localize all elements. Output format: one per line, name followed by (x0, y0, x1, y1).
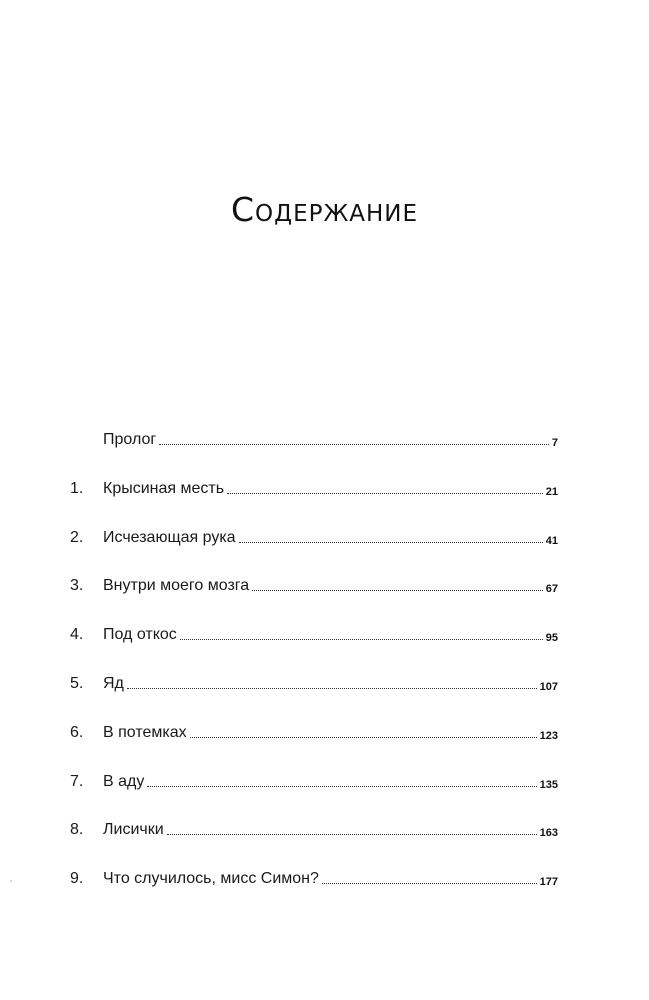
toc-entry-title: Под откос (103, 626, 177, 644)
dot-leader (239, 528, 543, 543)
toc-entry-page: 123 (539, 729, 558, 742)
toc-entry-page: 41 (545, 534, 558, 547)
toc-entry-page: 107 (539, 680, 558, 693)
toc-entry-9 (70, 869, 558, 918)
toc-entry-1 (70, 479, 558, 528)
toc-entry-number: 8. (70, 821, 84, 839)
toc-entry-number: 3. (70, 577, 84, 595)
dot-leader (167, 820, 537, 835)
toc-entry-title: Внутри моего мозга (103, 577, 250, 595)
toc-entry-page: 135 (539, 778, 558, 791)
toc-entry-3 (70, 576, 558, 625)
toc-entry-number: 4. (70, 626, 84, 644)
dot-leader (227, 479, 543, 494)
toc-entry-7 (70, 772, 558, 821)
toc-entry-page: 67 (545, 583, 558, 596)
dot-leader (252, 576, 543, 591)
toc-entry-number: 2. (70, 528, 84, 546)
dot-leader (180, 625, 543, 640)
toc-entry-number: 1. (70, 479, 84, 497)
toc-entry-8 (70, 820, 558, 869)
toc-entry-6 (70, 723, 558, 772)
toc-entry-2 (70, 528, 558, 577)
dot-leader (190, 723, 537, 738)
toc-entry-page: 7 (551, 437, 558, 449)
toc-entry-title: Пролог (103, 431, 157, 448)
toc-entry-title: Исчезающая рука (103, 528, 236, 546)
toc-entry-number: 9. (70, 870, 84, 888)
toc-entry-5 (70, 674, 558, 723)
toc-entry-title: В потемках (103, 723, 187, 741)
toc-entry-4 (70, 625, 558, 674)
dot-leader (127, 674, 537, 689)
table-of-contents (70, 430, 558, 918)
toc-entry-title: Что случилось, мисс Симон? (103, 870, 319, 888)
toc-entry-title: Крысиная месть (103, 479, 225, 497)
dot-leader (159, 430, 549, 445)
dot-leader (147, 772, 536, 787)
toc-entry-page: 177 (539, 876, 558, 889)
dot-leader (322, 869, 537, 884)
page-title: Содержание (230, 190, 419, 229)
toc-entry-title: Яд (103, 674, 124, 692)
toc-entry-page: 21 (545, 485, 558, 498)
toc-entry-page: 163 (539, 827, 558, 840)
toc-entry-number: 7. (70, 772, 84, 790)
toc-entry-number: 6. (70, 723, 84, 741)
toc-entry-title: В аду (103, 772, 145, 790)
scan-speck (10, 880, 12, 882)
toc-entry-title: Лисички (103, 821, 164, 839)
toc-entry-page: 95 (545, 632, 558, 645)
toc-entry-prologue (70, 430, 558, 479)
toc-entry-number: 5. (70, 674, 84, 692)
